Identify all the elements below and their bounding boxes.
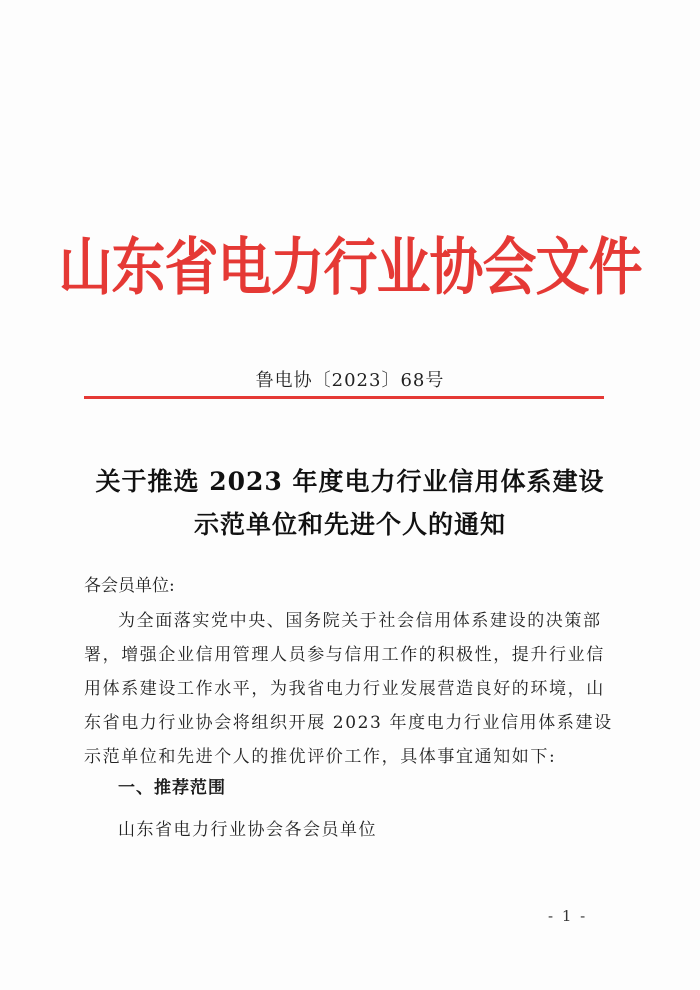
- section-body-recommendation-scope: 山东省电力行业协会各会员单位: [118, 820, 377, 840]
- notice-title-line-2: 示范单位和先进个人的通知: [193, 510, 506, 539]
- body-line: 用体系建设工作水平，为我省电力行业发展营造良好的环境，山: [84, 679, 605, 699]
- document-number: 鲁电协〔2023〕68号: [255, 370, 445, 391]
- notice-title-line-1: 关于推选 2023 年度电力行业信用体系建设: [95, 467, 605, 496]
- body-line: 署，增强企业信用管理人员参与信用工作的积极性，提升行业信: [84, 645, 605, 665]
- section-heading-recommendation-scope: 一、推荐范围: [118, 778, 226, 798]
- page-number: - 1 -: [548, 907, 588, 925]
- body-line: 为全面落实党中央、国务院关于社会信用体系建设的决策部: [118, 611, 602, 631]
- body-line: 东省电力行业协会将组织开展 2023 年度电力行业信用体系建设: [84, 713, 613, 733]
- salutation: 各会员单位:: [84, 576, 175, 596]
- body-line: 示范单位和先进个人的推优评价工作，具体事宜通知如下:: [84, 747, 557, 767]
- red-divider-line: [84, 396, 604, 399]
- document-header-title: 山东省电力行业协会文件: [58, 231, 642, 304]
